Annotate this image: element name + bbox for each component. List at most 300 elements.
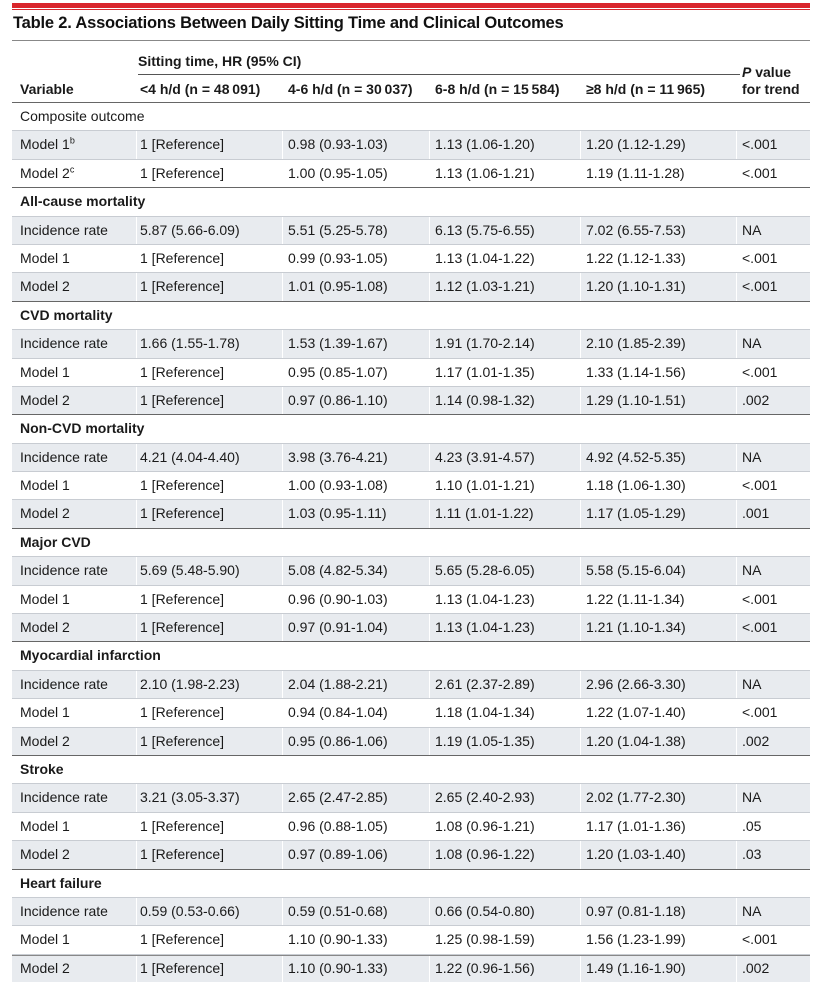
column-divider	[736, 699, 737, 726]
hr-cell: 1.10 (0.90-1.33)	[288, 931, 388, 948]
column-divider	[736, 217, 737, 244]
column-divider	[282, 273, 283, 300]
row-label	[20, 330, 108, 357]
column-divider	[736, 245, 737, 272]
p-value-cell: NA	[742, 675, 762, 692]
row-label	[20, 557, 108, 584]
row-label-text: Model 1	[20, 136, 70, 153]
column-divider	[580, 330, 581, 357]
column-divider	[580, 500, 581, 527]
table-row	[12, 783, 810, 811]
variable-header: Variable	[20, 81, 74, 97]
hr-cell: 1.17 (1.01-1.36)	[586, 817, 686, 834]
column-header-6-8: 6-8 h/d (n = 15 584)	[435, 81, 560, 97]
hr-cell: 1.20 (1.10-1.31)	[586, 278, 686, 295]
hr-cell: 1 [Reference]	[140, 278, 225, 295]
p-value-cell: <.001	[742, 619, 778, 636]
hr-cell: 2.96 (2.66-3.30)	[586, 675, 686, 692]
p-value-cell: NA	[742, 448, 762, 465]
column-divider	[136, 444, 137, 471]
table-row	[12, 216, 810, 244]
column-divider	[282, 330, 283, 357]
table-row	[12, 556, 810, 584]
hr-cell: 1.01 (0.95-1.08)	[288, 278, 388, 295]
hr-cell: 1 [Reference]	[140, 704, 225, 721]
section-row	[12, 755, 810, 783]
row-label-text: Incidence rate	[20, 789, 108, 806]
column-divider	[136, 671, 137, 698]
column-divider	[580, 898, 581, 925]
column-divider	[736, 444, 737, 471]
row-label	[20, 217, 108, 244]
hr-cell: 2.61 (2.37-2.89)	[435, 675, 535, 692]
hr-cell: 1 [Reference]	[140, 249, 225, 266]
hr-cell: 1.21 (1.10-1.34)	[586, 619, 686, 636]
section-row	[12, 641, 810, 669]
column-divider	[282, 387, 283, 414]
section-row	[12, 869, 810, 897]
hr-cell: 5.58 (5.15-6.04)	[586, 562, 686, 579]
column-header-lt4: <4 h/d (n = 48 091)	[140, 81, 261, 97]
hr-cell: 2.04 (1.88-2.21)	[288, 675, 388, 692]
p-italic: P	[742, 64, 752, 80]
column-divider	[580, 359, 581, 386]
section-label: CVD mortality	[20, 306, 113, 323]
column-divider	[429, 330, 430, 357]
hr-cell: 1.91 (1.70-2.14)	[435, 335, 535, 352]
column-divider	[282, 955, 283, 982]
hr-cell: 1 [Reference]	[140, 959, 225, 976]
hr-cell: 1.13 (1.04-1.23)	[435, 619, 535, 636]
hr-cell: 0.95 (0.86-1.06)	[288, 732, 388, 749]
p-value-cell: .05	[742, 817, 762, 834]
column-divider	[429, 131, 430, 158]
hr-cell: 1.19 (1.05-1.35)	[435, 732, 535, 749]
p-value-cell: NA	[742, 902, 762, 919]
hr-cell: 1 [Reference]	[140, 391, 225, 408]
hr-cell: 1.17 (1.01-1.35)	[435, 363, 535, 380]
hr-cell: 1.53 (1.39-1.67)	[288, 335, 388, 352]
hr-cell: 1.20 (1.03-1.40)	[586, 846, 686, 863]
column-divider	[429, 217, 430, 244]
hr-cell: 0.95 (0.85-1.07)	[288, 363, 388, 380]
row-label	[20, 955, 70, 982]
hr-cell: 2.65 (2.47-2.85)	[288, 789, 388, 806]
column-header-4-6: 4-6 h/d (n = 30 037)	[288, 81, 413, 97]
row-label-text: Model 2	[20, 391, 70, 408]
row-label-text: Model 1	[20, 477, 70, 494]
row-label	[20, 273, 70, 300]
row-label	[20, 387, 70, 414]
row-label-text: Model 2	[20, 732, 70, 749]
column-divider	[429, 671, 430, 698]
hr-cell: 4.92 (4.52-5.35)	[586, 448, 686, 465]
hr-cell: 1 [Reference]	[140, 590, 225, 607]
hr-cell: 1.20 (1.12-1.29)	[586, 136, 686, 153]
hr-cell: 1.33 (1.14-1.56)	[586, 363, 686, 380]
hr-cell: 0.96 (0.90-1.03)	[288, 590, 388, 607]
column-divider	[580, 245, 581, 272]
column-divider	[580, 784, 581, 811]
column-divider	[136, 926, 137, 953]
column-divider	[736, 273, 737, 300]
hr-cell: 1.22 (1.07-1.40)	[586, 704, 686, 721]
hr-cell: 5.69 (5.48-5.90)	[140, 562, 240, 579]
row-label-text: Model 1	[20, 817, 70, 834]
column-divider	[429, 841, 430, 868]
table-row	[12, 159, 810, 187]
column-divider	[429, 813, 430, 840]
hr-cell: 1.13 (1.06-1.20)	[435, 136, 535, 153]
hr-cell: 0.59 (0.53-0.66)	[140, 902, 240, 919]
table-row	[12, 358, 810, 386]
table-row	[12, 329, 810, 357]
column-divider	[282, 728, 283, 755]
section-label: All-cause mortality	[20, 193, 146, 210]
column-divider	[736, 614, 737, 641]
column-divider	[282, 671, 283, 698]
column-divider	[282, 217, 283, 244]
column-divider	[736, 472, 737, 499]
column-divider	[136, 728, 137, 755]
column-divider	[429, 245, 430, 272]
column-divider	[136, 387, 137, 414]
p-value-cell: <.001	[742, 363, 778, 380]
p-value-cell: .002	[742, 959, 770, 976]
row-label	[20, 699, 70, 726]
section-row	[12, 528, 810, 556]
row-label-text: Model 1	[20, 249, 70, 266]
column-divider	[282, 500, 283, 527]
hr-cell: 1 [Reference]	[140, 363, 225, 380]
column-divider	[580, 273, 581, 300]
row-label-text: Model 2	[20, 959, 70, 976]
column-divider	[736, 131, 737, 158]
row-label-text: Incidence rate	[20, 221, 108, 238]
row-label-text: Incidence rate	[20, 675, 108, 692]
p-value-cell: .002	[742, 732, 770, 749]
section-label: Heart failure	[20, 874, 102, 891]
hr-cell: 0.97 (0.81-1.18)	[586, 902, 686, 919]
hr-cell: 0.98 (0.93-1.03)	[288, 136, 388, 153]
hr-cell: 1.14 (0.98-1.32)	[435, 391, 535, 408]
row-label-text: Model 2	[20, 278, 70, 295]
table-row	[12, 499, 810, 527]
table-row	[12, 244, 810, 272]
column-divider	[429, 387, 430, 414]
column-divider	[736, 671, 737, 698]
table-row	[12, 925, 810, 953]
row-label-text: Incidence rate	[20, 562, 108, 579]
hr-cell: 1.11 (1.01-1.22)	[435, 505, 534, 522]
table-row	[12, 386, 810, 414]
column-divider	[736, 557, 737, 584]
hr-cell: 2.02 (1.77-2.30)	[586, 789, 686, 806]
column-divider	[136, 273, 137, 300]
row-label-text: Incidence rate	[20, 335, 108, 352]
column-divider	[580, 160, 581, 187]
section-label: Stroke	[20, 760, 64, 777]
column-divider	[580, 557, 581, 584]
column-divider	[580, 841, 581, 868]
section-label: Composite outcome	[20, 108, 145, 124]
row-label	[20, 586, 70, 613]
hr-cell: 1 [Reference]	[140, 619, 225, 636]
hr-cell: 1.13 (1.04-1.22)	[435, 249, 535, 266]
hr-cell: 0.94 (0.84-1.04)	[288, 704, 388, 721]
hr-cell: 1.22 (1.12-1.33)	[586, 249, 686, 266]
column-divider	[580, 728, 581, 755]
table-row	[12, 443, 810, 471]
section-row	[12, 102, 810, 130]
column-divider	[736, 898, 737, 925]
column-divider	[282, 359, 283, 386]
p-value-cell: <.001	[742, 136, 778, 153]
hr-cell: 2.10 (1.85-2.39)	[586, 335, 686, 352]
hr-cell: 2.10 (1.98-2.23)	[140, 675, 240, 692]
p-value-cell: <.001	[742, 249, 778, 266]
hr-cell: 1.08 (0.96-1.21)	[435, 817, 535, 834]
row-label	[20, 500, 70, 527]
hr-cell: 1.17 (1.05-1.29)	[586, 505, 686, 522]
hr-cell: 1 [Reference]	[140, 505, 225, 522]
hr-cell: 0.59 (0.51-0.68)	[288, 902, 388, 919]
column-divider	[580, 699, 581, 726]
column-divider	[429, 728, 430, 755]
table-row	[12, 471, 810, 499]
column-divider	[736, 500, 737, 527]
column-divider	[736, 955, 737, 982]
row-label	[20, 359, 70, 386]
column-header-ge8: ≥8 h/d (n = 11 965)	[586, 81, 706, 97]
p-value-line2: for trend	[742, 81, 800, 97]
row-label	[20, 160, 74, 187]
column-divider	[580, 217, 581, 244]
row-label-text: Incidence rate	[20, 902, 108, 919]
table-row	[12, 840, 810, 868]
p-value-rest: value	[751, 64, 792, 80]
section-label: Non-CVD mortality	[20, 420, 145, 437]
column-divider	[580, 614, 581, 641]
column-divider	[580, 813, 581, 840]
row-label	[20, 444, 108, 471]
column-divider	[282, 245, 283, 272]
hr-cell: 1.29 (1.10-1.51)	[586, 391, 686, 408]
table-row	[12, 585, 810, 613]
row-label	[20, 926, 70, 953]
column-divider	[282, 444, 283, 471]
column-divider	[136, 955, 137, 982]
column-divider	[136, 813, 137, 840]
hr-cell: 1.03 (0.95-1.11)	[288, 505, 387, 522]
hr-cell: 0.66 (0.54-0.80)	[435, 902, 535, 919]
column-divider	[429, 955, 430, 982]
hr-cell: 1.19 (1.11-1.28)	[586, 164, 685, 181]
column-divider	[282, 813, 283, 840]
table-row	[12, 897, 810, 925]
hr-cell: 1 [Reference]	[140, 136, 225, 153]
column-divider	[429, 472, 430, 499]
row-label	[20, 472, 70, 499]
column-divider	[282, 898, 283, 925]
p-value-cell: <.001	[742, 590, 778, 607]
hr-cell: 1.20 (1.04-1.38)	[586, 732, 686, 749]
hr-cell: 1 [Reference]	[140, 164, 225, 181]
column-divider	[429, 926, 430, 953]
column-divider	[282, 472, 283, 499]
p-value-cell: <.001	[742, 477, 778, 494]
column-divider	[282, 784, 283, 811]
hr-cell: 5.51 (5.25-5.78)	[288, 221, 388, 238]
column-divider	[282, 841, 283, 868]
hr-cell: 1.12 (1.03-1.21)	[435, 278, 535, 295]
hr-cell: 4.21 (4.04-4.40)	[140, 448, 240, 465]
column-group-rule	[138, 74, 740, 75]
hr-cell: 1 [Reference]	[140, 817, 225, 834]
column-divider	[736, 359, 737, 386]
row-label-text: Model 2	[20, 619, 70, 636]
footnote-marker: c	[69, 164, 75, 175]
hr-cell: 1.10 (0.90-1.33)	[288, 959, 388, 976]
column-divider	[580, 387, 581, 414]
hr-cell: 1.13 (1.06-1.21)	[435, 164, 535, 181]
column-divider	[429, 444, 430, 471]
hr-cell: 1.22 (1.11-1.34)	[586, 590, 685, 607]
hr-cell: 5.08 (4.82-5.34)	[288, 562, 388, 579]
row-label-text: Model 1	[20, 590, 70, 607]
column-divider	[136, 359, 137, 386]
column-divider	[136, 784, 137, 811]
column-divider	[136, 898, 137, 925]
section-label: Major CVD	[20, 533, 91, 550]
column-divider	[282, 926, 283, 953]
p-value-cell: .001	[742, 505, 770, 522]
column-divider	[429, 359, 430, 386]
column-divider	[136, 217, 137, 244]
table-row	[12, 130, 810, 158]
hr-cell: 1.08 (0.96-1.22)	[435, 846, 535, 863]
p-value-header	[742, 64, 800, 98]
table-row	[12, 272, 810, 300]
column-divider	[736, 387, 737, 414]
column-divider	[429, 273, 430, 300]
hr-cell: 6.13 (5.75-6.55)	[435, 221, 535, 238]
column-divider	[282, 160, 283, 187]
hr-cell: 1.00 (0.95-1.05)	[288, 164, 388, 181]
column-divider	[580, 444, 581, 471]
hr-cell: 0.97 (0.89-1.06)	[288, 846, 388, 863]
p-value-cell: .03	[742, 846, 762, 863]
column-divider	[580, 131, 581, 158]
column-divider	[282, 614, 283, 641]
section-row	[12, 301, 810, 329]
table-header	[12, 40, 810, 103]
column-divider	[136, 245, 137, 272]
hr-cell: 1.25 (0.98-1.59)	[435, 931, 535, 948]
column-divider	[136, 841, 137, 868]
row-label-text: Model 1	[20, 363, 70, 380]
column-divider	[136, 131, 137, 158]
row-label	[20, 813, 70, 840]
row-label-text: Model 2	[20, 164, 70, 181]
column-divider	[736, 784, 737, 811]
column-divider	[429, 160, 430, 187]
column-divider	[429, 614, 430, 641]
column-divider	[429, 784, 430, 811]
hr-cell: 1.10 (1.01-1.21)	[435, 477, 535, 494]
column-divider	[429, 500, 430, 527]
row-label	[20, 898, 108, 925]
column-divider	[282, 586, 283, 613]
column-divider	[429, 557, 430, 584]
table-row	[12, 613, 810, 641]
column-divider	[136, 586, 137, 613]
column-divider	[136, 699, 137, 726]
column-divider	[282, 557, 283, 584]
table-row	[12, 812, 810, 840]
column-divider	[580, 671, 581, 698]
column-divider	[429, 586, 430, 613]
p-value-cell: NA	[742, 335, 762, 352]
hr-cell: 3.21 (3.05-3.37)	[140, 789, 240, 806]
p-value-cell: NA	[742, 221, 762, 238]
row-label-text: Model 2	[20, 846, 70, 863]
column-divider	[736, 926, 737, 953]
hr-cell: 0.97 (0.91-1.04)	[288, 619, 388, 636]
section-row	[12, 187, 810, 215]
hr-cell: 5.65 (5.28-6.05)	[435, 562, 535, 579]
column-divider	[429, 898, 430, 925]
hr-cell: 5.87 (5.66-6.09)	[140, 221, 240, 238]
hr-cell: 0.97 (0.86-1.10)	[288, 391, 388, 408]
hr-cell: 1 [Reference]	[140, 477, 225, 494]
p-value-cell: <.001	[742, 931, 778, 948]
column-divider	[580, 586, 581, 613]
column-divider	[136, 472, 137, 499]
section-row	[12, 414, 810, 442]
column-divider	[580, 955, 581, 982]
column-divider	[136, 614, 137, 641]
row-label	[20, 671, 108, 698]
p-value-cell: <.001	[742, 278, 778, 295]
p-value-cell: .002	[742, 391, 770, 408]
hr-cell: 0.99 (0.93-1.05)	[288, 249, 388, 266]
row-label-text: Model 1	[20, 931, 70, 948]
table-body	[12, 102, 810, 982]
hr-cell: 0.96 (0.88-1.05)	[288, 817, 388, 834]
table-row	[12, 954, 810, 982]
top-rule-thin	[12, 9, 810, 10]
hr-cell: 1 [Reference]	[140, 931, 225, 948]
column-divider	[282, 131, 283, 158]
column-divider	[136, 330, 137, 357]
hr-cell: 1 [Reference]	[140, 732, 225, 749]
hr-cell: 3.98 (3.76-4.21)	[288, 448, 388, 465]
column-divider	[136, 557, 137, 584]
p-value-cell: NA	[742, 789, 762, 806]
hr-cell: 1.22 (0.96-1.56)	[435, 959, 535, 976]
column-divider	[736, 841, 737, 868]
row-label-text: Incidence rate	[20, 448, 108, 465]
row-label	[20, 841, 70, 868]
p-value-cell: NA	[742, 562, 762, 579]
hr-cell: 7.02 (6.55-7.53)	[586, 221, 686, 238]
row-label-text: Model 2	[20, 505, 70, 522]
column-divider	[282, 699, 283, 726]
hr-cell: 4.23 (3.91-4.57)	[435, 448, 535, 465]
table-row	[12, 698, 810, 726]
hr-cell: 1.18 (1.04-1.34)	[435, 704, 535, 721]
